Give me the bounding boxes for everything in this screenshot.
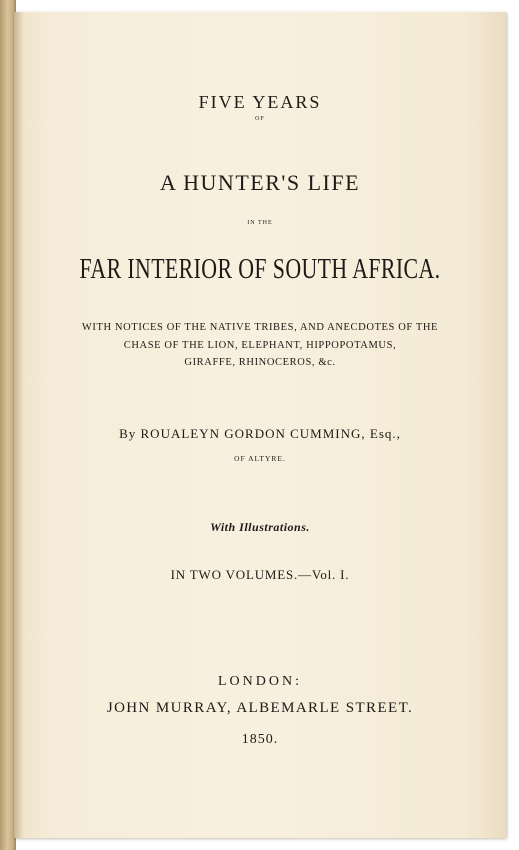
author-place: OF ALTYRE. [234, 454, 286, 463]
connector-in-the: IN THE [247, 220, 273, 226]
imprint-publisher: JOHN MURRAY, ALBEMARLE STREET. [106, 700, 414, 716]
title-line-2: A HUNTER'S LIFE [159, 170, 361, 195]
volumes-note: IN TWO VOLUMES.—Vol. I. [170, 567, 350, 582]
author-line: By ROUALEYN GORDON CUMMING, Esq., [119, 426, 401, 441]
notice-line-1: WITH NOTICES OF THE NATIVE TRIBES, AND ANECDOTES OF THE [81, 322, 439, 333]
illustrations-note: With Illustrations. [210, 520, 310, 534]
notice-line-2: CHASE OF THE LION, ELEPHANT, HIPPOPOTAMUS, [123, 340, 397, 351]
imprint-city: LONDON: [218, 674, 302, 689]
notice-line-3: GIRAFFE, RHINOCEROS, &c. [184, 357, 336, 368]
title-line-3: FAR INTERIOR OF SOUTH AFRICA. [79, 254, 441, 285]
title-line-1: FIVE YEARS [198, 92, 322, 112]
connector-of: OF [255, 116, 265, 122]
imprint-year: 1850. [241, 732, 279, 747]
